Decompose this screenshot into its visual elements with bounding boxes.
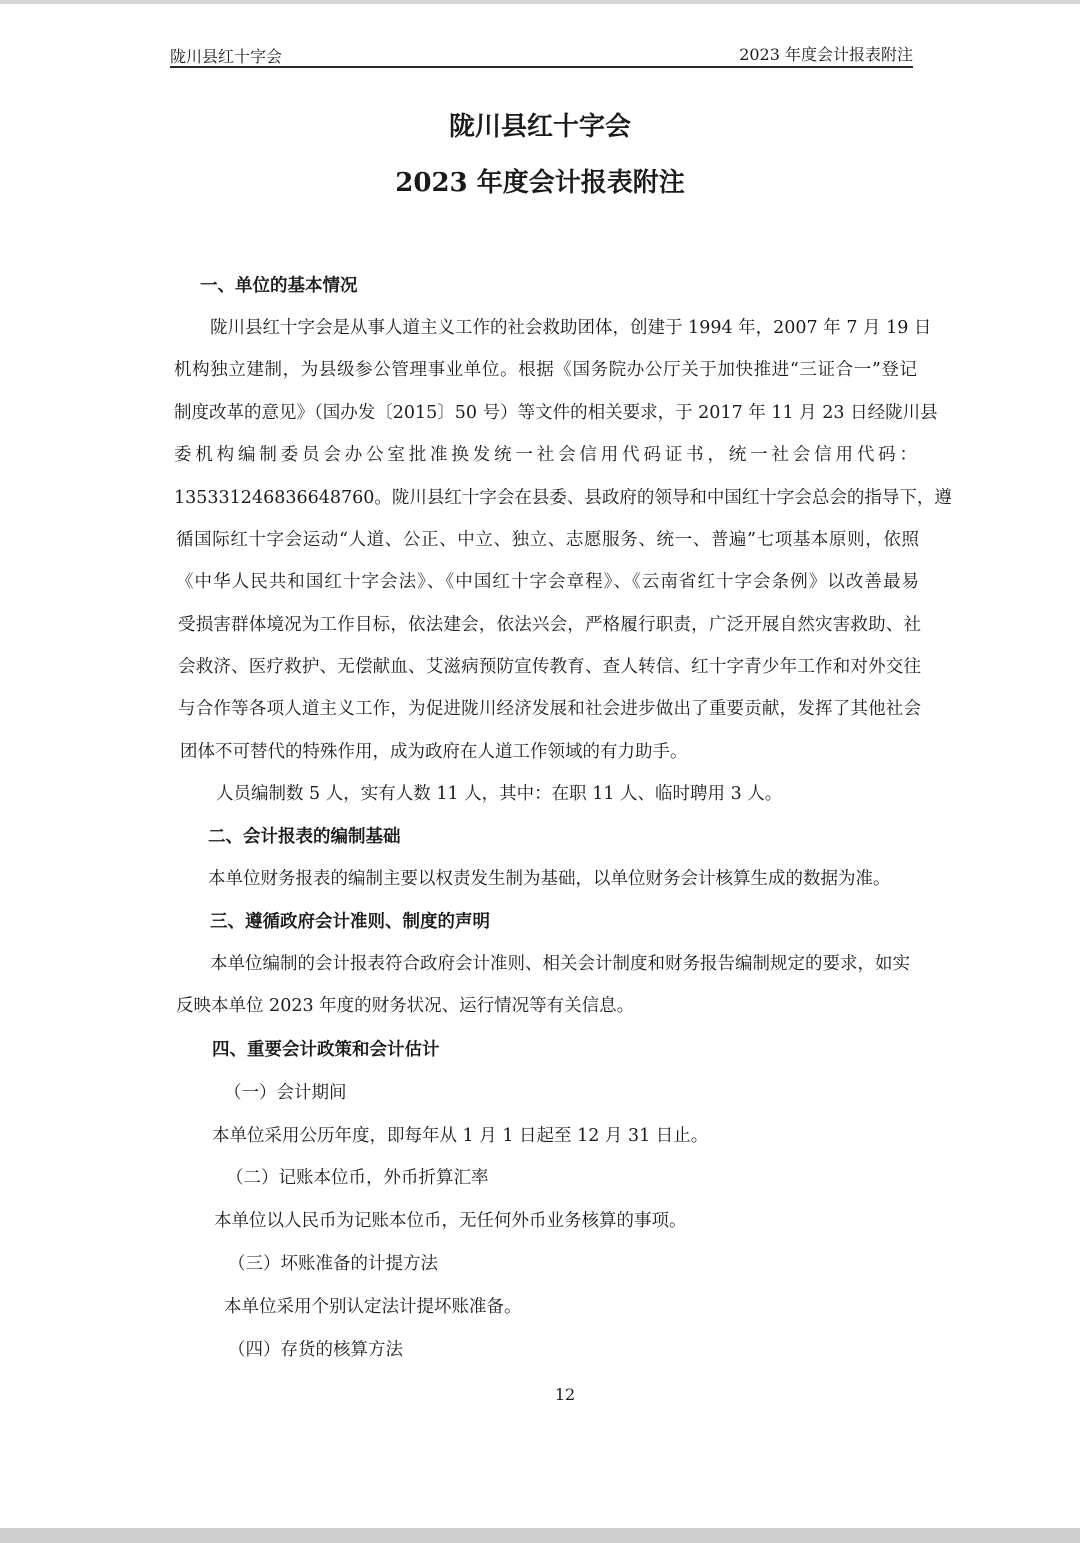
section-4-heading: 四、重要会计政策和会计估计	[212, 1040, 440, 1060]
section-2-para: 本单位财务报表的编制主要以权责发生制为基础，以单位财务会计核算生成的数据为准。	[208, 869, 891, 889]
section-4-sub3-heading: （三）坏账准备的计提方法	[228, 1254, 438, 1274]
section-1-para-line: 会救济、医疗救护、无偿献血、艾滋病预防宣传教育、查人转信、红十字青少年工作和对外交往	[178, 657, 921, 677]
header-org-name: 陇川县红十字会	[170, 47, 283, 66]
document-title-org: 陇川县红十字会	[448, 112, 631, 142]
scan-top-edge	[0, 0, 1080, 4]
header-doc-title: 2023 年度会计报表附注	[739, 45, 913, 64]
section-4-sub3-para: 本单位采用个别认定法计提坏账准备。	[224, 1297, 522, 1317]
section-4-sub1-heading: （一）会计期间	[224, 1083, 347, 1103]
section-1-para-line: 陇川县红十字会是从事人道主义工作的社会救助团体，创建于 1994 年，2007 年 7 月 19 日	[210, 318, 932, 338]
section-1-para-line: 受损害群体境况为工作目标，依法建会，依法兴会，严格履行职责，广泛开展自然灾害救助、社	[178, 615, 921, 635]
section-2-heading: 二、会计报表的编制基础	[208, 827, 401, 847]
page-number: 12	[554, 1385, 576, 1404]
section-4-sub4-heading: （四）存货的核算方法	[228, 1340, 403, 1360]
section-4-sub2-heading: （二）记账本位币，外币折算汇率	[226, 1168, 489, 1188]
section-3-para-line: 本单位编制的会计报表符合政府会计准则、相关会计制度和财务报告编制规定的要求，如实	[210, 954, 910, 974]
section-1-para-line: 与合作等各项人道主义工作，为促进陇川经济发展和社会进步做出了重要贡献，发挥了其他社会	[178, 699, 921, 719]
section-1-para-line: 机构独立建制，为县级参公管理事业单位。根据《国务院办公厅关于加快推进“三证合一”登记	[174, 360, 917, 380]
section-4-sub2-para: 本单位以人民币为记账本位币，无任何外币业务核算的事项。	[214, 1211, 687, 1231]
scan-bottom-edge	[0, 1528, 1080, 1543]
section-1-staffing-para: 人员编制数 5 人，实有人数 11 人，其中：在职 11 人、临时聘用 3 人。	[216, 784, 783, 804]
section-3-para-line: 反映本单位 2023 年度的财务状况、运行情况等有关信息。	[176, 996, 635, 1016]
section-1-para-line: 《中华人民共和国红十字会法》、《中国红十字会章程》、《云南省红十字会条例》以改善最易	[176, 572, 919, 592]
document-title-report: 2023 年度会计报表附注	[395, 168, 685, 198]
running-header	[170, 40, 913, 68]
section-4-sub1-para: 本单位采用公历年度，即每年从 1 月 1 日起至 12 月 31 日止。	[212, 1126, 709, 1146]
section-1-para-line: 135331246836648760。陇川县红十字会在县委、县政府的领导和中国红十字会总会的指导下，遵	[174, 488, 952, 508]
section-1-para-line: 委机构编制委员会办公室批准换发统一社会信用代码证书，统一社会信用代码：	[174, 445, 917, 465]
section-1-para-line: 团体不可替代的特殊作用，成为政府在人道工作领域的有力助手。	[180, 742, 688, 762]
section-1-para-line: 制度改革的意见》（国办发〔2015〕50 号）等文件的相关要求，于 2017 年 11 月 23 日经陇川县	[174, 403, 938, 423]
section-1-heading: 一、单位的基本情况	[200, 276, 358, 296]
section-3-heading: 三、遵循政府会计准则、制度的声明	[210, 912, 490, 932]
section-1-para-line: 循国际红十字会运动“人道、公正、中立、独立、志愿服务、统一、普遍”七项基本原则，依照	[176, 530, 919, 550]
